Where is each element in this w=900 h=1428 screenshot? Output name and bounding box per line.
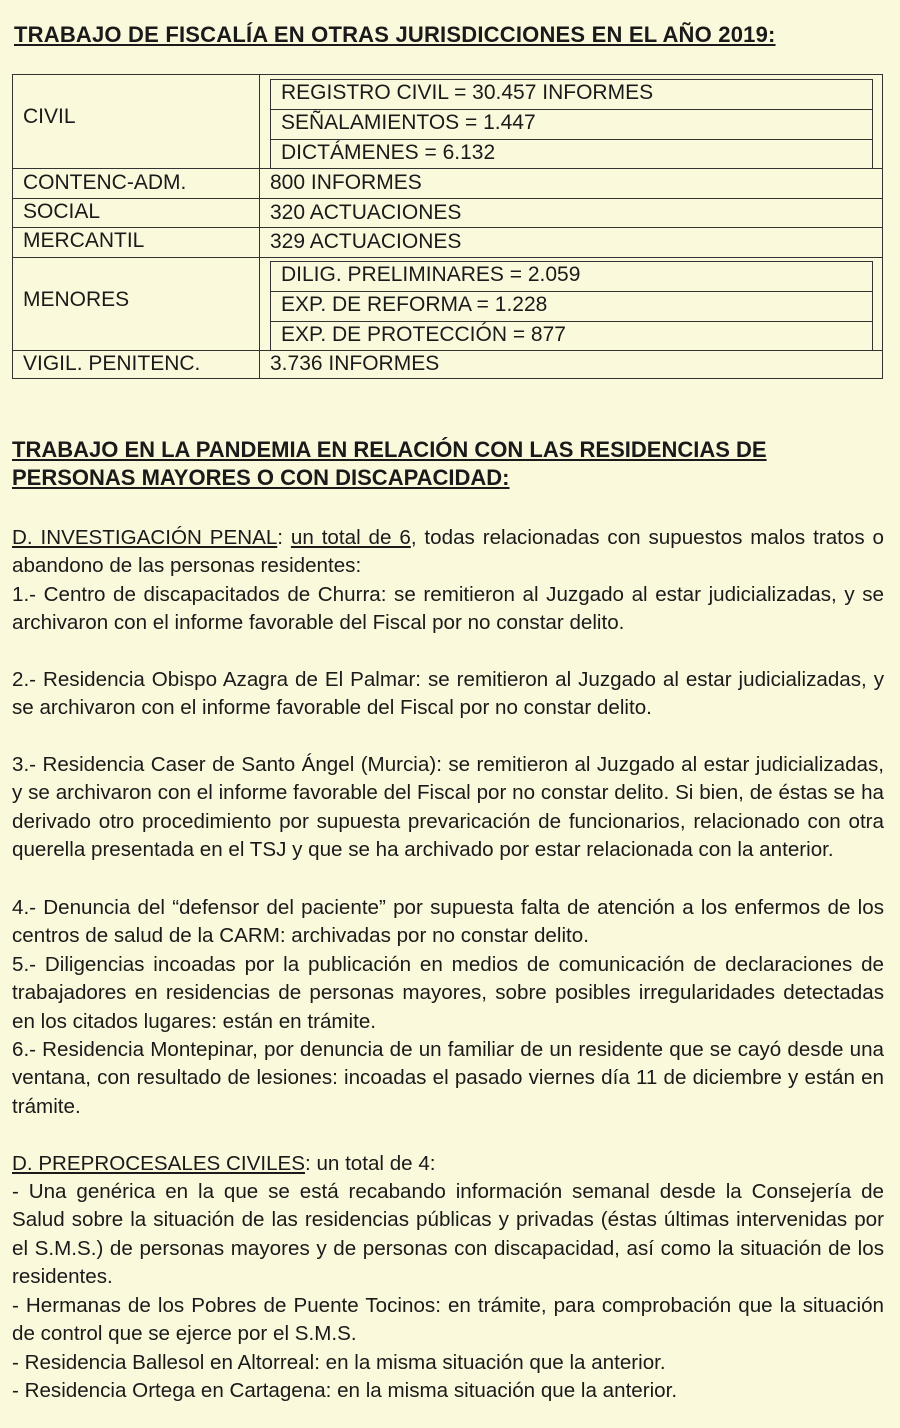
civil-subtable [270, 79, 873, 169]
civiles-intro-text: : un total de 4: [305, 1152, 436, 1175]
jurisdicciones-table [12, 74, 883, 379]
civiles-item: - Residencia Ballesol en Altorreal: en la misma situación que la anterior. [12, 1351, 666, 1374]
row-label-menores: MENORES [23, 288, 130, 311]
row-label-contenc: CONTENC-ADM. [23, 171, 187, 194]
civiles-intro [12, 1150, 884, 1178]
civiles-item: - Residencia Ortega en Cartagena: en la misma situación que la anterior. [12, 1379, 678, 1402]
penal-intro [12, 524, 884, 581]
penal-total: un total de 6 [290, 526, 411, 549]
table-row-mercantil [13, 228, 882, 258]
heading-pandemia-text: TRABAJO EN LA PANDEMIA EN RELACIÓN CON LAS RESIDENCIAS DE PERSONAS MAYORES O CON DISCAPACIDAD: [12, 437, 767, 490]
civil-dictamenes: DICTÁMENES = 6.132 [281, 141, 496, 164]
penal-item: 4.- Denuncia del “defensor del paciente” por supuesta falta de atención a los enfermos de los centros de salud de la CARM: archivadas por no constar delito. [12, 896, 884, 948]
menores-reforma: EXP. DE REFORMA = 1.228 [281, 293, 548, 316]
civiles-item: - Hermanas de los Pobres de Puente Tocinos: en trámite, para comprobación que la situación de control que se ejerce por el S.M.S. [12, 1294, 884, 1346]
civil-senalamientos: SEÑALAMIENTOS = 1.447 [281, 111, 536, 134]
menores-subrow [271, 262, 872, 292]
row-label-social: SOCIAL [23, 200, 101, 223]
heading-pandemia [12, 436, 884, 492]
penal-item: 3.- Residencia Caser de Santo Ángel (Murcia): se remitieron al Juzgado al estar judicializadas, y se archivaron con el informe favorable del Fiscal por no constar delito. Si bien, de éstas se ha derivado otro procedimiento por supuesta prevaricación de funcionarios, relacionado con otra querella presentada en el TSJ y que se ha archivado por estar relacionada con la anterior. [12, 753, 884, 862]
table-row-civil [13, 75, 882, 169]
row-label-civil: CIVIL [23, 105, 76, 128]
penal-intro-text: , todas relacionadas con supuestos malos tratos o abandono de las personas residentes: [12, 526, 884, 578]
civil-subrow [271, 110, 872, 140]
civil-subrow [271, 80, 872, 110]
penal-item: 2.- Residencia Obispo Azagra de El Palmar: se remitieron al Juzgado al estar judicializadas, y se archivaron con el informe favorable del Fiscal por no constar delito. [12, 668, 884, 720]
penal-colon: : [277, 526, 291, 549]
civiles-title: D. PREPROCESALES CIVILES [12, 1152, 305, 1175]
penal-item: 1.- Centro de discapacitados de Churra: se remitieron al Juzgado al estar judicializadas, y se archivaron con el informe favorable del Fiscal por no constar delito. [12, 583, 884, 635]
row-value-contenc: 800 INFORMES [270, 171, 422, 194]
table-row-contenc [13, 169, 882, 199]
table-row-social [13, 199, 882, 228]
row-label-mercantil: MERCANTIL [23, 229, 145, 252]
menores-subtable [270, 261, 873, 351]
row-label-vigil: VIGIL. PENITENC. [23, 352, 201, 375]
penal-item: 5.- Diligencias incoadas por la publicación en medios de comunicación de declaraciones de trabajadores en residencias de personas mayores, sobre posibles irregularidades detectadas en los citados lugares: están en trámite. [12, 953, 884, 1033]
row-value-mercantil: 329 ACTUACIONES [270, 230, 462, 253]
table-row-menores [13, 258, 882, 351]
menores-subrow [271, 292, 872, 322]
civiles-item: - Una genérica en la que se está recabando información semanal desde la Consejería de Salud sobre la situación de las residencias públicas y privadas (éstas últimas intervenidas por el S.M.S.) de personas mayores y de personas con discapacidad, así como la situación de los residentes. [12, 1180, 884, 1289]
heading-jurisdicciones: TRABAJO DE FISCALÍA EN OTRAS JURISDICCIONES EN EL AÑO 2019: [14, 22, 776, 47]
penal-item: 6.- Residencia Montepinar, por denuncia de un familiar de un residente que se cayó desde una ventana, con resultado de lesiones: incoadas el pasado viernes día 11 de diciembre y están en trámite. [12, 1038, 884, 1118]
penal-title: D. INVESTIGACIÓN PENAL [12, 526, 278, 549]
row-value-vigil: 3.736 INFORMES [270, 352, 440, 375]
row-value-social: 320 ACTUACIONES [270, 201, 462, 224]
menores-subrow [271, 322, 872, 352]
menores-proteccion: EXP. DE PROTECCIÓN = 877 [281, 323, 566, 346]
menores-diligencias: DILIG. PRELIMINARES = 2.059 [281, 263, 581, 286]
civil-registro: REGISTRO CIVIL = 30.457 INFORMES [281, 81, 654, 104]
civil-subrow [271, 140, 872, 170]
table-row-vigil [13, 351, 882, 379]
